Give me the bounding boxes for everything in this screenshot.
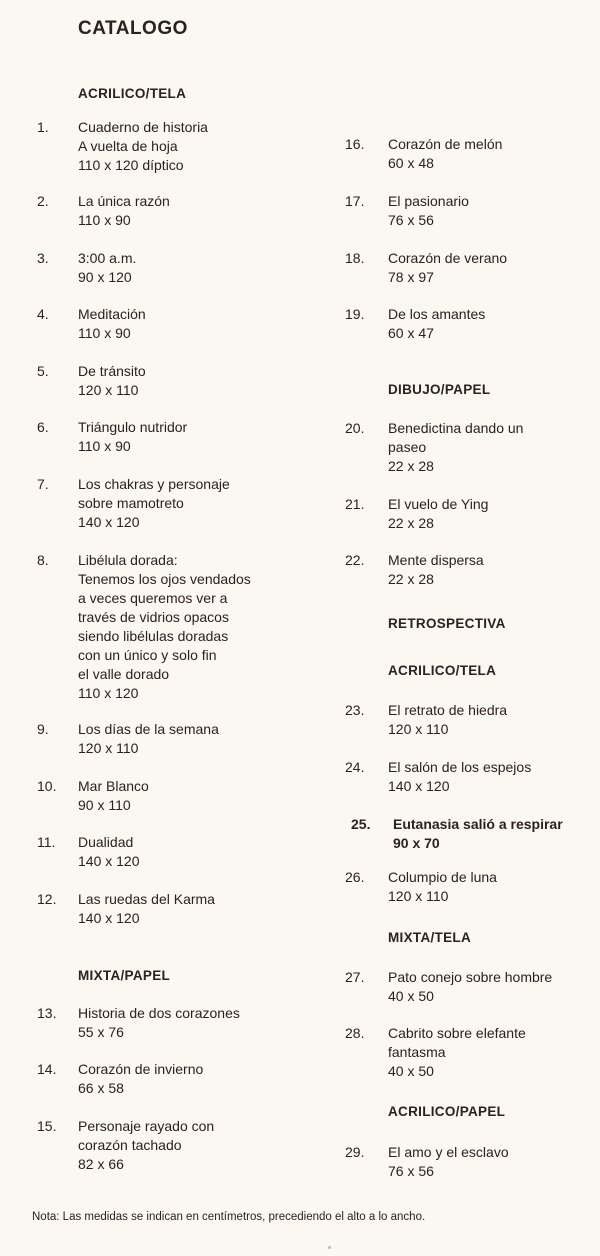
item-number: 5.	[37, 363, 49, 379]
item-dimensions: 22 x 28	[388, 515, 434, 531]
item-number: 4.	[37, 306, 49, 322]
item-dimensions: 55 x 76	[78, 1024, 124, 1040]
section-heading: MIXTA/PAPEL	[78, 968, 171, 983]
item-title-line: Pato conejo sobre hombre	[388, 969, 553, 985]
item-title-line: fantasma	[388, 1044, 446, 1060]
item-title-line: Mar Blanco	[78, 778, 149, 794]
item-dimensions: 110 x 90	[78, 438, 131, 454]
item-title-line: con un único y solo fin	[78, 647, 217, 663]
item-description	[78, 118, 208, 175]
item-number: 1.	[37, 119, 49, 135]
item-description	[78, 890, 215, 928]
item-description	[388, 192, 469, 230]
item-title-line: Tenemos los ojos vendados	[78, 571, 251, 587]
item-title-line: El salón de los espejos	[388, 759, 532, 775]
item-number: 18.	[345, 250, 365, 266]
item-title-line: siendo libélulas doradas	[78, 628, 229, 644]
item-description	[388, 495, 488, 533]
item-title-line: Cuaderno de historia	[78, 119, 208, 135]
item-description	[78, 720, 219, 758]
item-title-line: corazón tachado	[78, 1137, 182, 1153]
item-description	[78, 362, 146, 400]
item-dimensions: 22 x 28	[388, 571, 434, 587]
item-title-line: Corazón de invierno	[78, 1061, 204, 1077]
section-heading: DIBUJO/PAPEL	[388, 382, 491, 397]
item-dimensions: 66 x 58	[78, 1080, 124, 1096]
item-title-line: Historia de dos corazones	[78, 1005, 240, 1021]
section-heading: ACRILICO/TELA	[388, 663, 497, 678]
item-number: 27.	[345, 969, 365, 985]
item-description	[388, 305, 485, 343]
item-description	[78, 1060, 203, 1098]
item-number: 15.	[37, 1118, 57, 1134]
item-description	[388, 135, 502, 173]
item-description	[388, 701, 507, 739]
item-title-line: De los amantes	[388, 306, 486, 322]
item-dimensions: 60 x 48	[388, 155, 434, 171]
item-description	[388, 551, 484, 589]
item-description	[388, 419, 523, 476]
item-title-line: el valle dorado	[78, 666, 170, 682]
item-number: 26.	[345, 869, 365, 885]
item-number: 11.	[37, 834, 56, 850]
paper-speck	[328, 1246, 331, 1249]
item-number: 19.	[345, 306, 365, 322]
item-description	[388, 868, 497, 906]
item-title-line: sobre mamotreto	[78, 495, 184, 511]
item-dimensions: 140 x 120	[388, 778, 450, 794]
item-title-line: El pasionario	[388, 193, 469, 209]
item-dimensions: 120 x 110	[78, 382, 139, 398]
item-title-line: La única razón	[78, 193, 170, 209]
item-dimensions: 120 x 110	[388, 721, 449, 737]
item-dimensions: 90 x 110	[78, 797, 131, 813]
item-description	[78, 833, 140, 871]
item-description	[78, 249, 136, 287]
item-description	[388, 968, 552, 1006]
item-dimensions: 60 x 47	[388, 325, 434, 341]
item-dimensions: 140 x 120	[78, 910, 140, 926]
item-dimensions: 82 x 66	[78, 1156, 124, 1172]
item-dimensions: 40 x 50	[388, 1063, 434, 1079]
item-title-line: a veces queremos ver a	[78, 590, 228, 606]
item-dimensions: 110 x 90	[78, 212, 131, 228]
item-description	[388, 1143, 509, 1181]
section-heading: MIXTA/TELA	[388, 930, 471, 945]
item-title-line: Los días de la semana	[78, 721, 219, 737]
item-title-line: Los chakras y personaje	[78, 476, 230, 492]
item-title-line: Eutanasia salió a respirar	[393, 816, 563, 832]
item-number: 8.	[37, 552, 49, 568]
item-number: 22.	[345, 552, 365, 568]
item-title-line: Triángulo nutridor	[78, 419, 188, 435]
item-dimensions: 110 x 120 díptico	[78, 157, 184, 173]
item-title-line: Benedictina dando un	[388, 420, 524, 436]
item-title-line: Meditación	[78, 306, 146, 322]
item-dimensions: 90 x 120	[78, 269, 132, 285]
section-heading: ACRILICO/PAPEL	[388, 1104, 506, 1119]
item-number: 12.	[37, 891, 57, 907]
item-number: 2.	[37, 193, 49, 209]
item-dimensions: 110 x 90	[78, 325, 131, 341]
item-number: 17.	[345, 193, 365, 209]
item-description	[388, 758, 531, 796]
item-dimensions: 40 x 50	[388, 988, 434, 1004]
item-title-line: Las ruedas del Karma	[78, 891, 215, 907]
item-dimensions: 76 x 56	[388, 1163, 434, 1179]
item-number: 21.	[345, 496, 365, 512]
item-dimensions: 120 x 110	[78, 740, 139, 756]
item-description	[78, 551, 251, 703]
item-title-line: Corazón de verano	[388, 250, 508, 266]
item-dimensions: 76 x 56	[388, 212, 434, 228]
section-heading: ACRILICO/TELA	[78, 86, 187, 101]
item-description	[78, 305, 146, 343]
item-title-line: De tránsito	[78, 363, 146, 379]
item-number: 14.	[37, 1061, 57, 1077]
item-description	[388, 1024, 526, 1081]
item-description	[78, 418, 187, 456]
item-number: 20.	[345, 420, 365, 436]
item-number: 3.	[37, 250, 49, 266]
item-title-line: Personaje rayado con	[78, 1118, 215, 1134]
item-number: 24.	[345, 759, 365, 775]
item-title-line: Corazón de melón	[388, 136, 503, 152]
item-title-line: El amo y el esclavo	[388, 1144, 509, 1160]
item-description	[78, 192, 170, 230]
section-heading: RETROSPECTIVA	[388, 616, 506, 631]
item-title-line: Libélula dorada:	[78, 552, 178, 568]
item-number: 10.	[37, 778, 57, 794]
item-title-line: través de vidrios opacos	[78, 609, 229, 625]
item-title-line: Columpio de luna	[388, 869, 497, 885]
item-dimensions: 78 x 97	[388, 269, 434, 285]
item-dimensions: 140 x 120	[78, 514, 140, 530]
item-description	[78, 1004, 240, 1042]
item-number: 25.	[351, 816, 371, 832]
item-dimensions: 140 x 120	[78, 853, 140, 869]
item-title-line: El vuelo de Ying	[388, 496, 489, 512]
item-number: 7.	[37, 476, 49, 492]
footnote: Nota: Las medidas se indican en centímetros, precediendo el alto a lo ancho.	[32, 1211, 426, 1223]
item-title-line: El retrato de hiedra	[388, 702, 508, 718]
item-number: 13.	[37, 1005, 57, 1021]
item-title-line: 3:00 a.m.	[78, 250, 137, 266]
item-description	[393, 815, 563, 853]
item-title-line: Mente dispersa	[388, 552, 484, 568]
item-title-line: Cabrito sobre elefante	[388, 1025, 526, 1041]
item-dimensions: 90 x 70	[393, 835, 440, 851]
item-number: 29.	[345, 1144, 365, 1160]
item-description	[78, 1117, 214, 1174]
item-dimensions: 120 x 110	[388, 888, 449, 904]
item-dimensions: 110 x 120	[78, 685, 139, 701]
item-number: 9.	[37, 721, 49, 737]
item-title-line: Dualidad	[78, 834, 134, 850]
item-number: 28.	[345, 1025, 365, 1041]
item-title-line: paseo	[388, 439, 427, 455]
item-description	[388, 249, 507, 287]
item-description	[78, 475, 230, 532]
item-dimensions: 22 x 28	[388, 458, 434, 474]
item-number: 6.	[37, 419, 49, 435]
page-title: CATALOGO	[78, 18, 188, 39]
item-title-line: A vuelta de hoja	[78, 138, 178, 154]
item-number: 16.	[345, 136, 365, 152]
item-description	[78, 777, 149, 815]
item-number: 23.	[345, 702, 365, 718]
